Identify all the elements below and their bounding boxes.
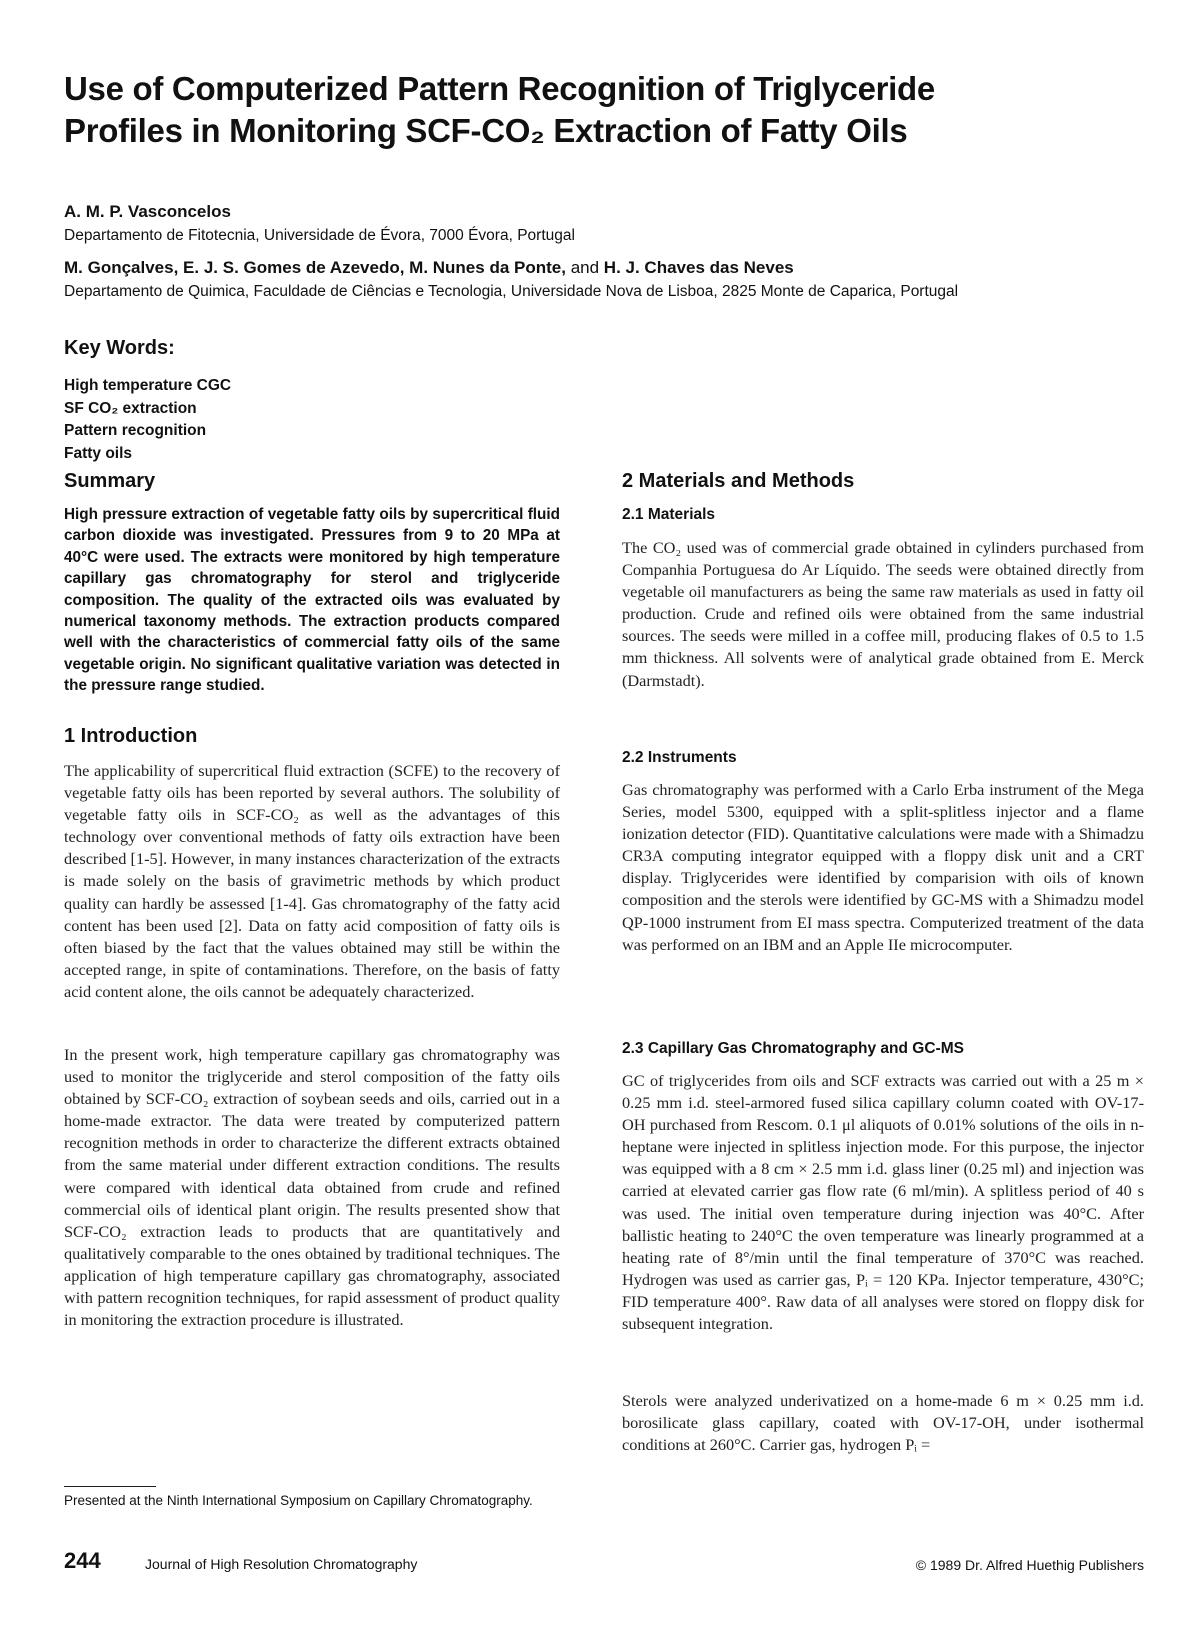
keyword-item: Pattern recognition — [64, 422, 207, 439]
affiliation-evora: Departamento de Fitotecnia, Universidade de Évora, 7000 Évora, Portugal — [64, 227, 575, 244]
materials-text: The CO₂ used was of commercial grade obtained in cylinders purchased from Companhia Portuguesa do Ar Líquido. The seeds were obtained directly from vegetable oil manufacturers as being the same raw materials as used in fatty oil production. Crude and refined oils were obtained from the same industrial sources. The seeds were milled in a coffee mill, producing flakes of 0.5 to 1.5 mm thickness. All solvents were of analytical grade obtained from E. Merck (Darmstadt). — [622, 538, 1144, 690]
page-number: 244 — [64, 1548, 101, 1573]
copyright: © 1989 Dr. Alfred Huethig Publishers — [915, 1557, 1144, 1573]
summary-text: High pressure extraction of vegetable fatty oils by supercritical fluid carbon dioxide was investigated. Pressures from 9 to 20 MPa at 40°C were used. The extracts were monitored by high temperature capillary gas chromatography for sterol and triglyceride composition. The quality of the extracted oils was evaluated by numerical taxonomy methods. The extraction products compared well with the characteristics of commercial fatty oils of the same vegetable origin. No significant qualitative variation was detected in the pressure range studied. — [64, 506, 560, 695]
methods-heading: 2 Materials and Methods — [622, 470, 855, 492]
keywords-heading: Key Words: — [64, 337, 175, 359]
author-names: M. Gonçalves, E. J. S. Gomes de Azevedo, M. Nunes da Ponte, — [64, 258, 566, 277]
introduction-paragraph-1: The applicability of supercritical fluid extraction (SCFE) to the recovery of vegetable fatty oils has been reported by several authors. The solubility of vegetable fatty oils in SCF-CO₂ as well as the advantages of this technology over conventional methods of fatty oils extraction have been described [1-5]. However, in many instances characterization of the extracts is made solely on the basis of gravimetric methods by which product quality can hardly be assessed [1-4]. Gas chromatography of the fatty acid content has been used [2]. Data on fatty acid composition of fatty oils is often biased by the fact that the values obtained may still be within the accepted range, in spite of contaminations. Therefore, on the basis of fatty acid content alone, the oils cannot be adequately characterized. — [64, 761, 560, 1001]
affiliation-lisboa: Departamento de Quimica, Faculdade de Ciências e Tecnologia, Universidade Nova de Lisboa, 2825 Monte de Caparica, Portugal — [64, 283, 959, 300]
instruments-heading: 2.2 Instruments — [622, 749, 737, 766]
title-line-1: Use of Computerized Pattern Recognition of Triglyceride — [64, 70, 935, 107]
footnote-rule — [64, 1486, 156, 1487]
keyword-item: Fatty oils — [64, 444, 133, 462]
cgc-text: GC of triglycerides from oils and SCF extracts was carried out with a 25 m × 0.25 mm i.d. steel-armored fused silica capillary column coated with OV-17-OH purchased from Rescom. 0.1 μl aliquots of 0.01% solutions of the oils in n-heptane were injected in splitless injection mode. For this purpose, the injector was equipped with a 8 cm × 2.5 mm i.d. glass liner (0.25 ml) and injection was carried at elevated carrier gas flow rate (6 ml/min). A splitless period of 40 s was used. The initial oven temperature during injection was 40°C. After ballistic heating to 240°C the oven temperature was linearly programmed at a heating rate of 8°/min until the final temperature of 370°C was reached. Hydrogen was used as carrier gas, Pᵢ = 120 KPa. Injector temperature, 430°C; FID temperature 400°. Raw data of all analyses were stored on floppy disk for subsequent integration. — [622, 1071, 1144, 1334]
author-last: H. J. Chaves das Neves — [603, 258, 794, 277]
summary-heading: Summary — [64, 470, 156, 492]
keyword-item: SF CO₂ extraction — [64, 399, 197, 417]
materials-heading: 2.1 Materials — [622, 506, 716, 523]
cgc-heading: 2.3 Capillary Gas Chromatography and GC-MS — [622, 1040, 964, 1057]
introduction-heading: 1 Introduction — [64, 725, 198, 747]
author-conjunction: and — [570, 258, 600, 277]
author-list-lisboa — [64, 258, 794, 278]
author-vasconcelos: A. M. P. Vasconcelos — [64, 202, 231, 221]
article-title — [64, 68, 1144, 152]
sterols-text: Sterols were analyzed underivatized on a home-made 6 m × 0.25 mm i.d. borosilicate glass capillary, coated with OV-17-OH, under isothermal conditions at 260°C. Carrier gas, hydrogen Pᵢ = — [622, 1391, 1144, 1455]
keywords-list — [64, 375, 231, 465]
keyword-item: High temperature CGC — [64, 377, 232, 394]
journal-name: Journal of High Resolution Chromatography — [145, 1556, 418, 1572]
title-line-2: Profiles in Monitoring SCF-CO₂ Extraction of Fatty Oils — [64, 112, 908, 149]
instruments-text: Gas chromatography was performed with a Carlo Erba instrument of the Mega Series, model 5300, equipped with a split-splitless injector and a flame ionization detector (FID). Quantitative calculations were made with a Shimadzu CR3A computing integrator equipped with a floppy disk unit and a CRT display. Triglycerides were identified by comparision with oils of known composition and the sterols were identified by GC-MS with a Shimadzu model QP-1000 instrument from EI mass spectra. Computerized treatment of the data was performed on an IBM and an Apple IIe microcomputer. — [622, 780, 1144, 954]
introduction-paragraph-2: In the present work, high temperature capillary gas chromatography was used to monitor the triglyceride and sterol composition of the fatty oils obtained by SCF-CO₂ extraction of soybean seeds and oils, carried out in a home-made extractor. The data were treated by computerized pattern recognition methods in order to characterize the different extracts obtained from the same material under different extraction conditions. The results were compared with identical data obtained from crude and refined commercial oils of identical plant origin. The results presented show that SCF-CO₂ extraction leads to products that are quantitatively and qualitatively comparable to the ones obtained by traditional techniques. The application of high temperature capillary gas chromatography, associated with pattern recognition techniques, for rapid assessment of product quality in monitoring the extraction procedure is illustrated. — [64, 1045, 560, 1330]
footnote: Presented at the Ninth International Symposium on Capillary Chromatography. — [64, 1493, 533, 1508]
